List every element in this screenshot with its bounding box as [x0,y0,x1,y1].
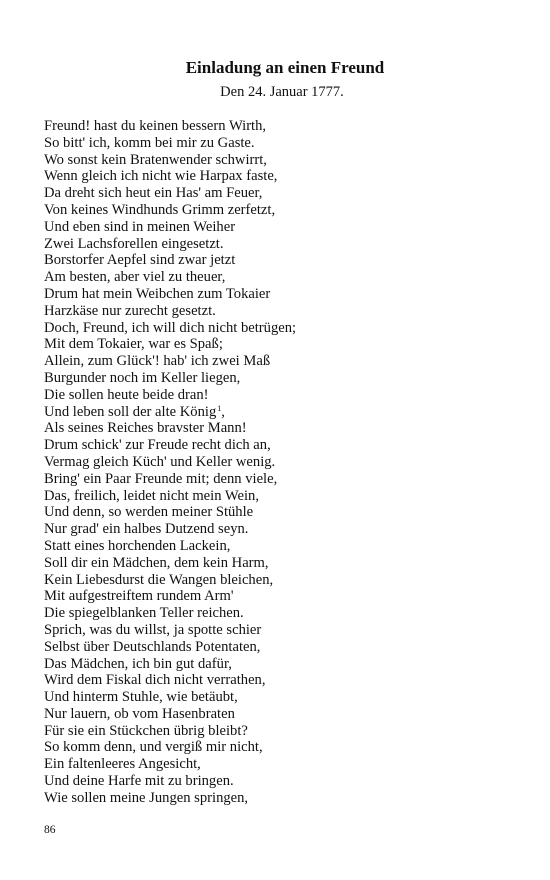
poem-line [44,202,530,219]
poem-line [44,353,530,370]
poem-line-text: Und hinterm Stuhle, wie betäubt, [44,689,238,706]
poem-line [44,236,530,253]
poem-line-text: Für sie ein Stückchen übrig bleibt? [44,722,248,739]
poem-line [44,252,530,269]
poem-line-text: Mit aufgestreiftem rundem Arm' [44,588,234,605]
poem-line [44,572,530,589]
poem-line-text: Am besten, aber viel zu theuer, [44,269,226,286]
poem-line-text: Vermag gleich Küch' und Keller wenig. [44,453,276,470]
poem-line-text: Wie sollen meine Jungen springen, [44,789,249,806]
poem-line-text: Burgunder noch im Keller liegen, [44,369,241,386]
poem-line [44,739,530,756]
poem-line-text: Wird dem Fiskal dich nicht verrathen, [44,672,266,689]
poem-line [44,471,530,488]
poem-line-text: Zwei Lachsforellen eingesetzt. [44,235,224,252]
poem-line-text: Wo sonst kein Bratenwender schwirrt, [44,151,267,168]
poem-line [44,152,530,169]
poem-line [44,538,530,555]
poem-line [44,135,530,152]
poem-line [44,420,530,437]
poem-line [44,336,530,353]
poem-line [44,756,530,773]
poem-line [44,639,530,656]
poem-line-text: Als seines Reiches bravster Mann! [44,420,247,437]
poem-line-text: Nur grad' ein halbes Dutzend seyn. [44,521,249,538]
poem-line-text: Drum schick' zur Freude recht dich an, [44,437,271,454]
poem-line-text: Sprich, was du willst, ja spotte schier [44,621,262,638]
poem-line [44,303,530,320]
poem-line-text: Borstorfer Aepfel sind zwar jetzt [44,252,236,269]
poem-line [44,555,530,572]
poem-line [44,773,530,790]
poem-line [44,437,530,454]
poem-line-text: Selbst über Deutschlands Potentaten, [44,638,261,655]
poem-line-text: Harzkäse nur zurecht gesetzt. [44,302,216,319]
poem-title: Einladung an einen Freund [185,58,385,77]
poem-line [44,118,530,135]
poem-line-text: Soll dir ein Mädchen, dem kein Harm, [44,554,269,571]
poem-line-text: Kein Liebesdurst die Wangen bleichen, [44,571,274,588]
poem-line-text: So komm denn, und vergiß mir nicht, [44,739,263,756]
poem-line-text: Und deine Harfe mit zu bringen. [44,773,234,790]
poem-line-text: Die spiegelblanken Teller reichen. [44,605,244,622]
poem-line-text: Ein faltenleeres Angesicht, [44,756,201,773]
poem-line-text: Das, freilich, leidet nicht mein Wein, [44,487,259,504]
poem-line [44,370,530,387]
poem-date: Den 24. Januar 1777. [220,84,344,100]
poem-line [44,706,530,723]
poem-line-text: Wenn gleich ich nicht wie Harpax faste, [44,168,278,185]
poem-line [44,387,530,404]
poem-line [44,723,530,740]
poem-line [44,219,530,236]
poem-line [44,488,530,505]
poem-line [44,790,530,807]
poem-line-text: Allein, zum Glück'! hab' ich zwei Maß [44,353,271,370]
poem-line-text: Das Mädchen, ich bin gut dafür, [44,655,232,672]
page-number: 86 [44,824,56,836]
poem-line [44,622,530,639]
poem-line [44,404,530,421]
poem-line-text: Nur lauern, ob vom Hasenbraten [44,705,235,722]
poem-line [44,588,530,605]
poem-body [44,118,530,807]
poem-line-text: Die sollen heute beide dran! [44,386,209,403]
poem-line-text: Mit dem Tokaier, war es Spaß; [44,336,223,353]
poem-line [44,605,530,622]
poem-line-text: Statt eines horchenden Lackein, [44,537,231,554]
poem-line [44,286,530,303]
poem-line [44,168,530,185]
poem-line-text: Und leben soll der alte König [44,403,217,420]
poem-line [44,504,530,521]
poem-line-text: So bitt' ich, komm bei mir zu Gaste. [44,134,255,151]
poem-line-text: Freund! hast du keinen bessern Wirth, [44,118,267,134]
poem-line [44,454,530,471]
poem-line [44,689,530,706]
poem-line [44,269,530,286]
poem-line-text: Da dreht sich heut ein Has' am Feuer, [44,185,263,202]
poem-line-text: Bring' ein Paar Freunde mit; denn viele, [44,470,278,487]
poem-line-text: Und eben sind in meinen Weiher [44,218,236,235]
footnote-marker: 1 [217,403,222,413]
poem-line [44,656,530,673]
poem-line-text: Drum hat mein Weibchen zum Tokaier [44,285,271,302]
poem-line [44,672,530,689]
poem-line-text: Und denn, so werden meiner Stühle [44,504,254,521]
poem-line-text: Doch, Freund, ich will dich nicht betrügen; [44,319,297,336]
poem-line [44,320,530,337]
poem-line-text: Von keines Windhunds Grimm zerfetzt, [44,201,276,218]
poem-line [44,521,530,538]
footnote-trailing-comma: , [221,403,225,420]
poem-line [44,185,530,202]
